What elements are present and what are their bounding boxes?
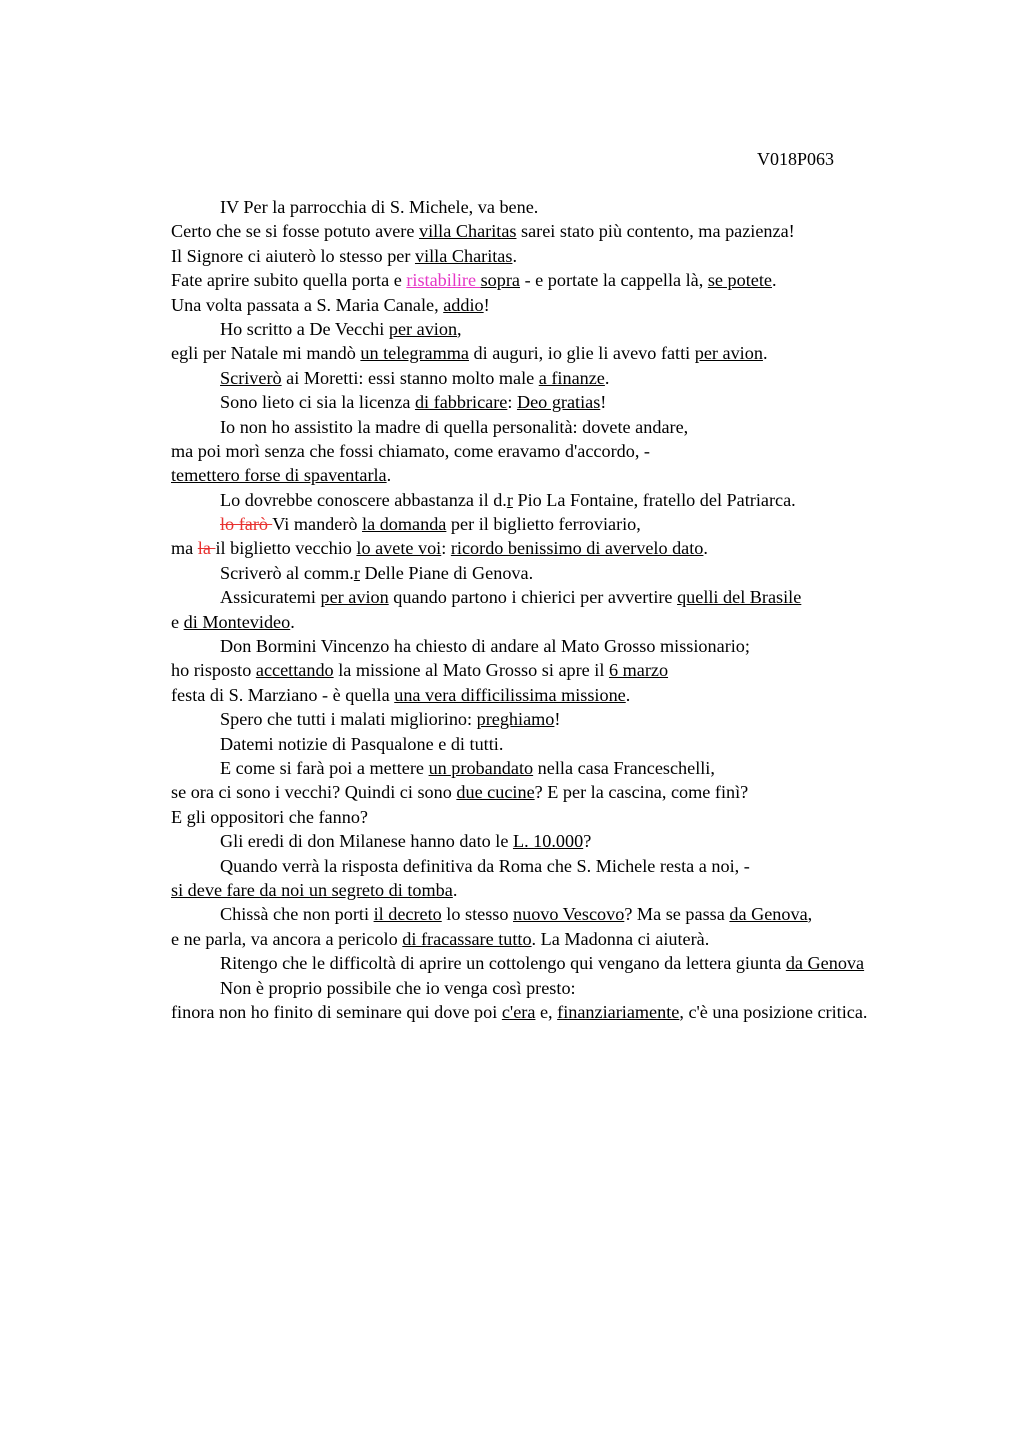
text-segment: !	[483, 294, 490, 315]
text-line	[171, 341, 1011, 365]
text-segment: .	[452, 879, 458, 900]
underlined-text: Scriverò	[220, 367, 282, 388]
text-segment: quando partono i chierici per avvertire	[388, 587, 678, 608]
text-segment: sarei stato più contento, ma pazienza!	[516, 221, 795, 242]
underlined-text: r	[506, 489, 513, 510]
text-line	[171, 195, 1011, 219]
underlined-text: di Montevideo	[183, 611, 291, 632]
text-segment: ma	[171, 538, 198, 559]
text-line	[171, 366, 1011, 390]
text-line	[171, 610, 1011, 634]
text-segment: ai Moretti: essi stanno molto male	[281, 367, 539, 388]
text-line	[171, 415, 1011, 439]
text-segment: !	[554, 709, 561, 730]
underlined-text: per avion	[388, 318, 458, 339]
underlined-text: accettando	[255, 660, 334, 681]
text-line	[171, 512, 1011, 536]
text-line	[171, 976, 1011, 1000]
text-segment: Assicuratemi	[220, 587, 321, 608]
underlined-text: da Genova	[785, 953, 865, 974]
text-segment: lo stesso	[441, 904, 513, 925]
text-segment: la missione al Mato Grosso si apre il	[333, 660, 609, 681]
text-line	[171, 488, 1011, 512]
underlined-text: si deve fare da noi un segreto di tomba	[171, 879, 453, 900]
text-segment: , c'è una posizione critica.	[679, 1001, 868, 1022]
text-segment: e,	[535, 1001, 558, 1022]
text-segment: ,	[457, 318, 462, 339]
text-segment: nella casa Franceschelli,	[533, 757, 715, 778]
underlined-text: preghiamo	[476, 709, 555, 730]
text-line	[171, 902, 1011, 926]
text-segment: egli per Natale mi mandò	[171, 343, 361, 364]
page-id: V018P063	[757, 149, 835, 169]
text-segment: finora non ho finito di seminare qui dove poi	[171, 1001, 502, 1022]
text-segment: Una volta passata a S. Maria Canale,	[171, 294, 444, 315]
text-line	[171, 317, 1011, 341]
underlined-text: addio	[443, 294, 484, 315]
text-segment: Datemi notizie di Pasqualone e di tutti.	[220, 733, 504, 754]
text-segment: IV Per la parrocchia di S. Michele, va bene.	[220, 197, 539, 217]
text-segment: Lo dovrebbe conoscere abbastanza il d.	[220, 489, 507, 510]
text-segment: .	[512, 245, 517, 266]
text-line	[171, 561, 1011, 585]
text-line	[171, 390, 1011, 414]
text-segment: :	[441, 538, 451, 559]
underlined-text: c'era	[501, 1001, 536, 1022]
text-segment: ,	[807, 904, 813, 925]
text-segment: .	[625, 684, 631, 705]
underlined-text: un telegramma	[360, 343, 469, 364]
text-segment: Gli eredi di don Milanese hanno dato le	[220, 831, 513, 852]
text-segment: Ritengo che le difficoltà di aprire un cottolengo qui vengano da lettera giunta	[220, 953, 786, 974]
text-segment: Il Signore ci aiuterò lo stesso per	[171, 245, 415, 266]
text-segment: il biglietto vecchio	[215, 538, 357, 559]
underlined-text: se potete	[707, 270, 772, 291]
underlined-text: Deo gratias	[516, 392, 601, 413]
text-segment: - e portate la cappella là,	[520, 270, 708, 291]
text-segment: ho risposto	[171, 660, 256, 681]
text-segment: Pio La Fontaine, fratello del Patriarca.	[512, 489, 796, 510]
underlined-text: un probandato	[428, 757, 534, 778]
letter-body	[171, 195, 1011, 1024]
text-segment: di auguri, io glie li avevo fatti	[468, 343, 695, 364]
text-line	[171, 805, 1011, 829]
text-line	[171, 927, 1011, 951]
underlined-text: per avion	[320, 587, 389, 608]
text-segment: !	[600, 392, 607, 413]
text-segment: Chissà che non porti	[220, 904, 374, 925]
text-line	[171, 756, 1011, 780]
text-segment: ? Ma se passa	[624, 904, 730, 925]
deleted-text: la	[197, 538, 216, 559]
underlined-text: finanziariamente	[557, 1001, 680, 1022]
text-segment: E gli oppositori che fanno?	[171, 806, 368, 827]
text-line	[171, 463, 1011, 487]
underlined-text: quelli del Brasile	[677, 587, 802, 608]
underlined-text: r	[353, 562, 360, 583]
underlined-text: ricordo benissimo di avervelo dato	[450, 538, 704, 559]
text-line	[171, 439, 1011, 463]
text-segment: Ho scritto a De Vecchi	[220, 318, 389, 339]
underlined-text: villa Charitas	[418, 221, 517, 242]
text-segment: .	[762, 343, 768, 364]
text-line	[171, 244, 1011, 268]
underlined-text: di fabbricare	[414, 392, 508, 413]
text-segment: festa di S. Marziano - è quella	[171, 684, 395, 705]
underlined-text: la domanda	[362, 514, 447, 535]
text-line	[171, 878, 1011, 902]
text-segment: Scriverò al comm.	[220, 562, 354, 583]
text-line	[171, 780, 1011, 804]
text-segment: e	[171, 611, 184, 632]
text-line	[171, 268, 1011, 292]
text-segment: Delle Piane di Genova.	[359, 562, 534, 583]
underlined-text: per avion	[694, 343, 763, 364]
text-segment: ma poi morì senza che fossi chiamato, come eravamo d'accordo, -	[171, 440, 650, 461]
text-segment: Certo che se si fosse potuto avere	[171, 221, 419, 242]
text-segment: se ora ci sono i vecchi? Quindi ci sono	[171, 782, 457, 803]
deleted-text: lo farò	[220, 514, 273, 535]
text-line	[171, 658, 1011, 682]
underlined-text: due cucine	[456, 782, 535, 803]
text-line	[171, 683, 1011, 707]
text-segment: Vi manderò	[272, 514, 363, 535]
text-line	[171, 1000, 1011, 1024]
text-line	[171, 854, 1011, 878]
text-segment: .	[604, 367, 610, 388]
underlined-text: villa Charitas	[414, 245, 513, 266]
underlined-text: lo avete voi	[356, 538, 442, 559]
text-segment: Io non ho assistito la madre di quella personalità: dovete andare,	[220, 416, 689, 437]
text-line	[171, 707, 1011, 731]
text-segment: Quando verrà la risposta definitiva da Roma che S. Michele resta a noi, -	[220, 855, 750, 876]
text-line	[171, 293, 1011, 317]
text-segment: . La Madonna ci aiuterà.	[531, 928, 710, 949]
text-segment: E come si farà poi a mettere	[220, 757, 429, 778]
text-segment: .	[386, 465, 392, 486]
text-segment: Spero che tutti i malati migliorino:	[220, 709, 477, 730]
text-line	[171, 732, 1011, 756]
underlined-text: il decreto	[373, 904, 442, 925]
text-line	[171, 536, 1011, 560]
text-line	[171, 585, 1011, 609]
text-segment: ? E per la cascina, come finì?	[534, 782, 749, 803]
underlined-text: di fracassare tutto	[402, 928, 532, 949]
text-segment: .	[290, 611, 295, 632]
text-segment: :	[507, 392, 517, 413]
underlined-text: 6 marzo	[608, 660, 669, 681]
text-line	[171, 219, 1011, 243]
underlined-text: una vera difficilissima missione	[394, 684, 626, 705]
underlined-text: da Genova	[729, 904, 808, 925]
underlined-text: nuovo Vescovo	[513, 904, 625, 925]
text-segment: ?	[583, 831, 592, 852]
text-line	[171, 634, 1011, 658]
text-segment: .	[772, 270, 777, 291]
underlined-text: sopra	[480, 270, 521, 291]
inserted-text: ristabilire	[406, 270, 481, 291]
text-segment: .	[703, 538, 708, 559]
underlined-text: temettero forse di spaventarla	[171, 465, 387, 486]
text-segment: per il biglietto ferroviario,	[446, 514, 641, 535]
underlined-text: a finanze	[538, 367, 605, 388]
text-segment: Fate aprire subito quella porta e	[171, 270, 407, 291]
text-segment: Don Bormini Vincenzo ha chiesto di andare al Mato Grosso missionario;	[220, 636, 750, 657]
text-segment: Sono lieto ci sia la licenza	[220, 392, 415, 413]
text-segment: Non è proprio possibile che io venga così presto:	[220, 977, 576, 998]
text-line	[171, 829, 1011, 853]
text-line	[171, 951, 1011, 975]
text-segment: e ne parla, va ancora a pericolo	[171, 928, 403, 949]
underlined-text: L. 10.000	[512, 831, 584, 852]
